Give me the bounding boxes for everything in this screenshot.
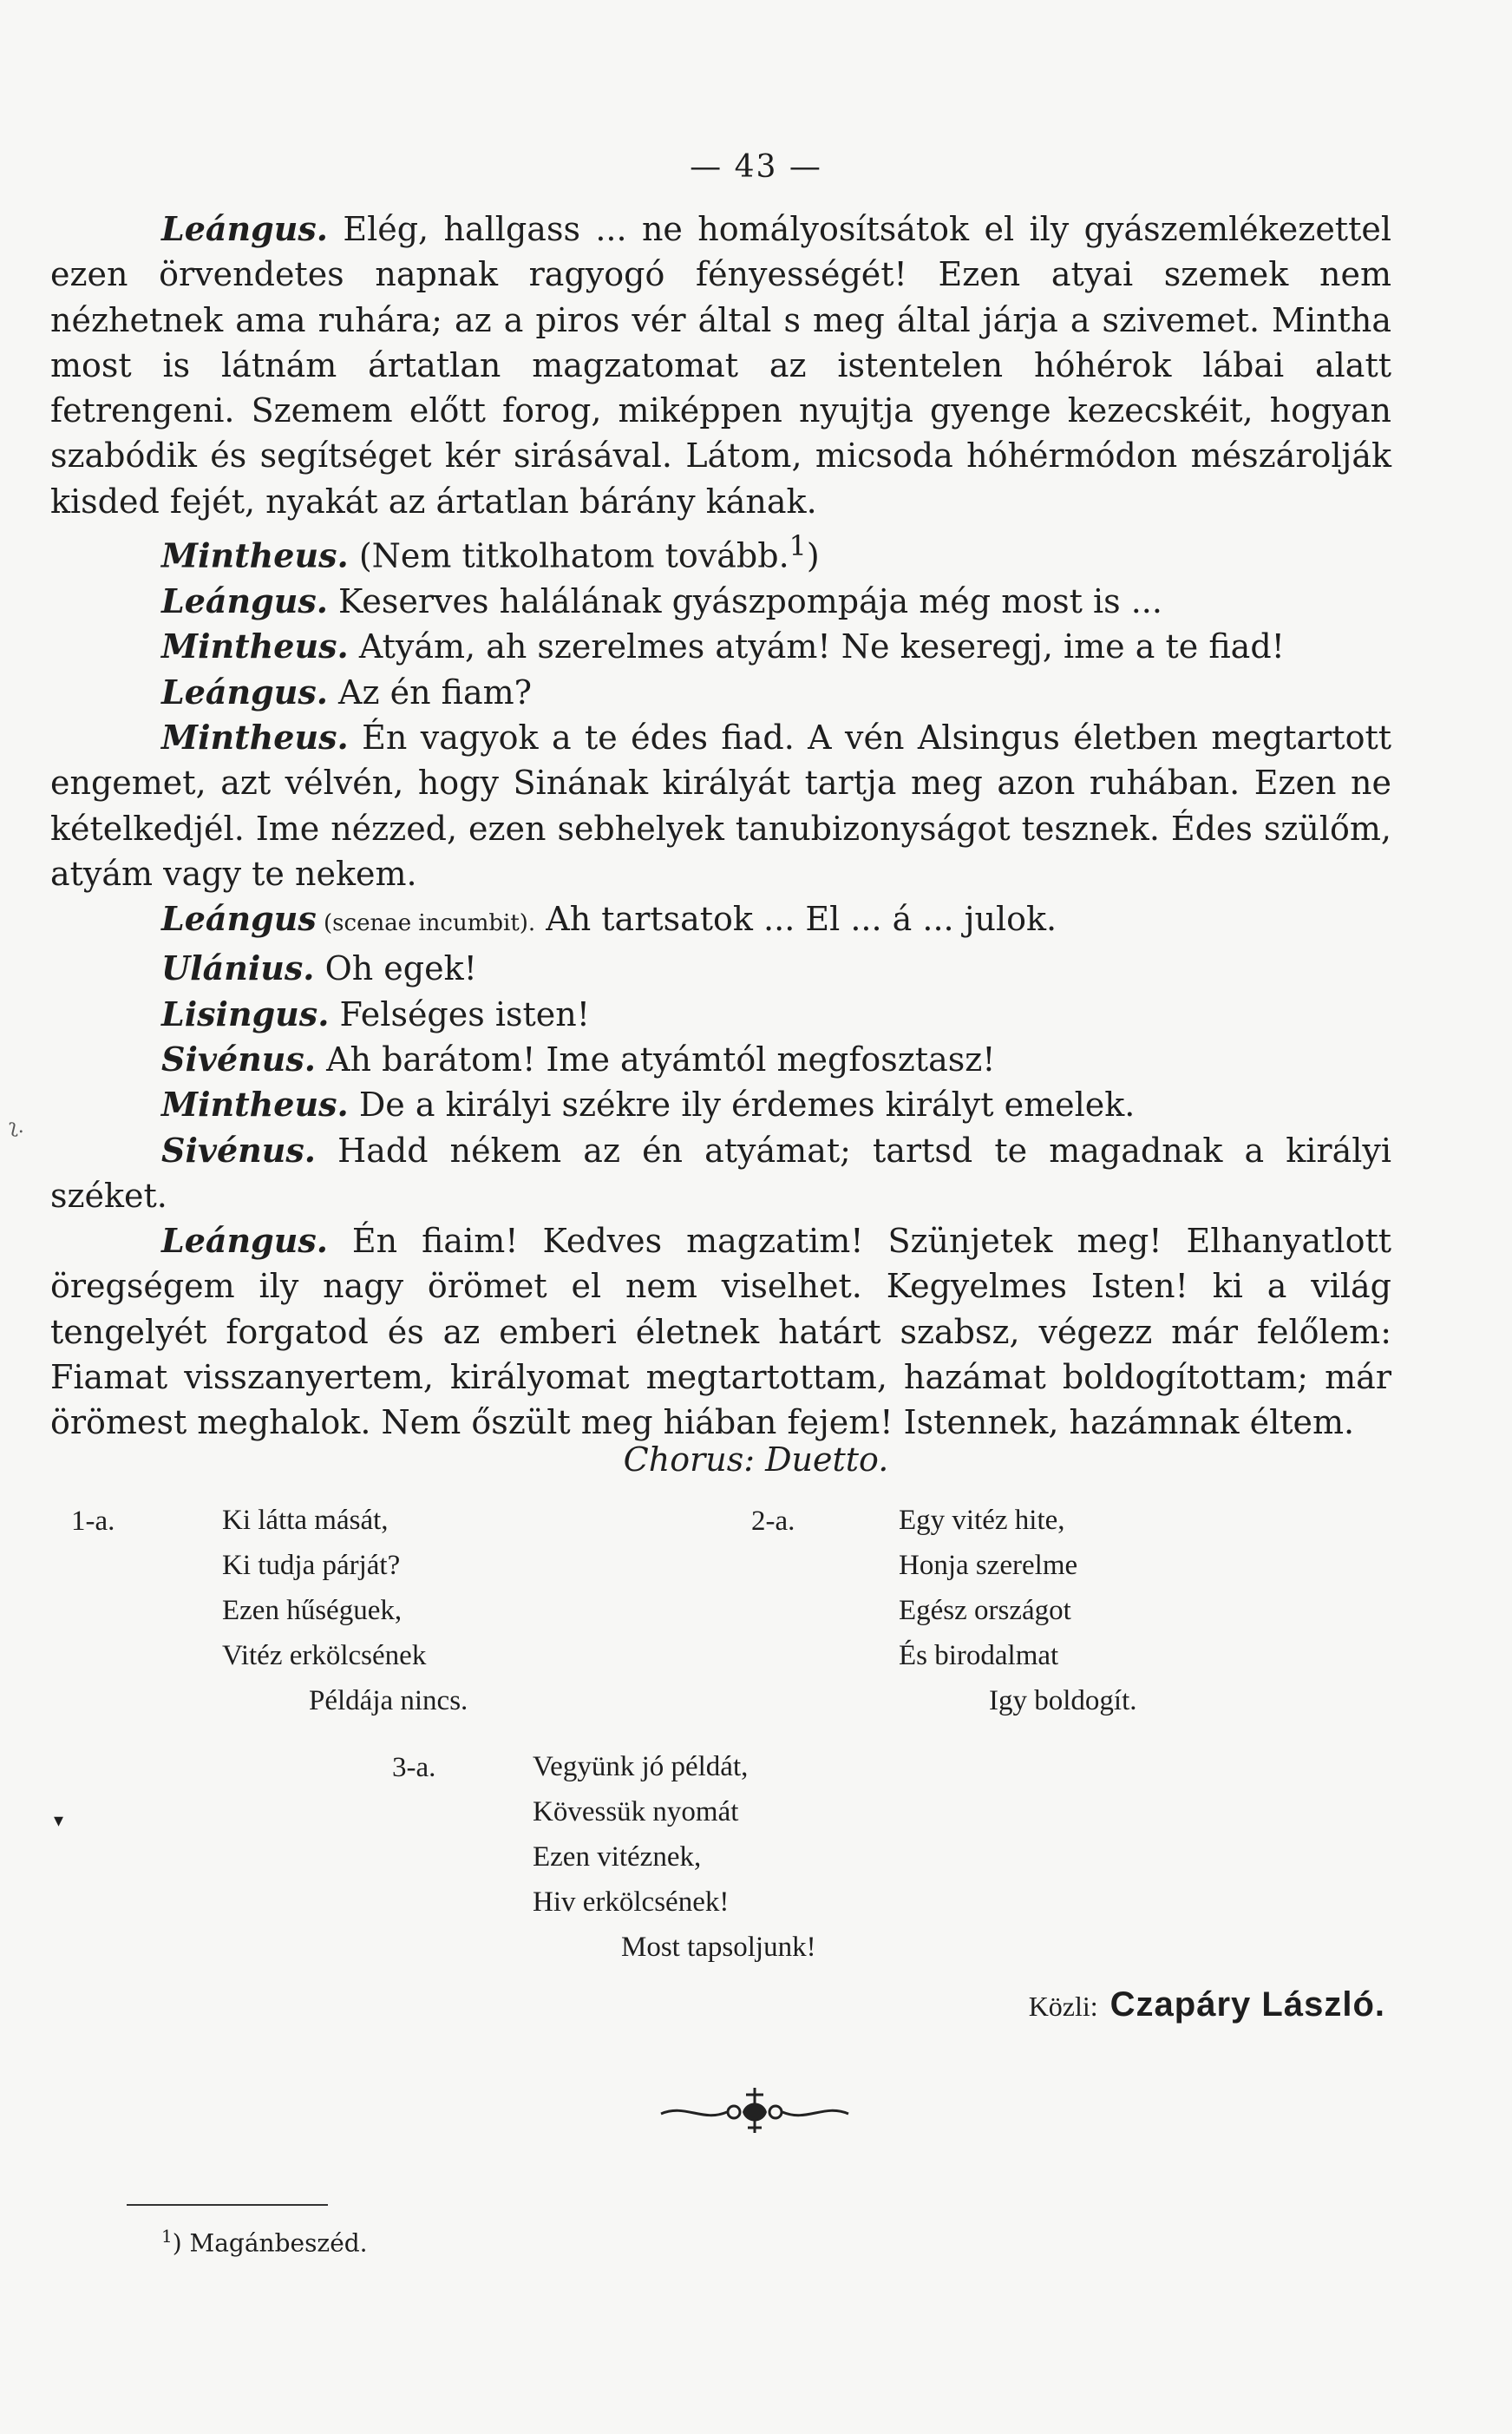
speech-text: Én fiaim! Kedves magzatim! Szünjetek meg! Elhanyatlott öregségem ily nagy örömet el nem viselhet. Kegyelmes Isten! ki a világ tengelyét forgatod és az emberi életnek határt szabsz, végezz már felőlem: Fiamat visszanyertem, királyomat megtartottam, hazámat boldogítottam; már örömest meghalok. Nem őszült meg hiában fejem! Istennek, hazámnak éltem.: [50, 1222, 1391, 1442]
speaker-name: Sivénus.: [161, 1130, 317, 1170]
speaker-name: Mintheus.: [161, 535, 349, 575]
verse-line: Hiv erkölcsének!: [533, 1886, 730, 1918]
dialogue-line: [50, 579, 1391, 624]
credit-label: Közli:: [1028, 1991, 1098, 2022]
dialogue-line: [50, 670, 1391, 715]
dialogue-line: [50, 524, 1391, 579]
chorus-title: Chorus: Duetto.: [623, 1440, 889, 1479]
speech-text: Ah tartsatok ... El ... á ... julok.: [535, 900, 1057, 939]
speech-text: De a királyi székre ily érdemes királyt emelek.: [348, 1086, 1136, 1125]
speech-text: Atyám, ah szerelmes atyám! Ne keseregj, ime a te fiad!: [348, 627, 1285, 666]
speech-text: Én vagyok a te édes fiad. A vén Alsingus életben megtartott engemet, azt vélvén, hogy Sinának királyát tartja meg azon ruhában. Ezen ne kételkedjél. Ime nézzed, ezen sebhelyek tanubizonyságot tesznek. Édes szülőm, atyám vagy te nekem.: [50, 718, 1391, 893]
credit-line: [1029, 1985, 1385, 2024]
speech-text: Elég, hallgass ... ne homályosítsátok el ily gyászemlékezettel ezen örvendetes napnak ragyogó fényességét! Ezen atyai szemek nem nézhetnek ama ruhára; az a piros vér által s meg által járja a szivemet. Mintha most is látnám ártatlan magzatomat az istentelen hóhérok lábai alatt fetrengeni. Szemem előtt forog, miképpen nyujtja gyenge kezecskéit, hogyan szabódik és segítséget kér sirásával. Látom, micsoda hóhérmódon mészárolják kisded fejét, nyakát az ártatlan bárány kának.: [50, 210, 1391, 521]
dialogue-line: [50, 1218, 1391, 1445]
verse-line: Kövessük nyomát: [533, 1796, 739, 1827]
verse-label-1: 1-a.: [71, 1506, 115, 1537]
verse-line: Ki tudja párját?: [222, 1550, 401, 1581]
dialogue-line: [50, 1037, 1391, 1082]
verse-line: Igy boldogít.: [989, 1685, 1137, 1716]
credit-author: Czapáry László.: [1109, 1985, 1385, 2024]
verse-part-3: [533, 1744, 816, 1970]
verse-line: Most tapsoljunk!: [621, 1932, 816, 1963]
speech-text: Ah barátom! Ime atyámtól megfosztasz!: [316, 1040, 996, 1079]
verse-line: Egy vitéz hite,: [899, 1505, 1065, 1536]
speaker-name: Mintheus.: [161, 717, 349, 757]
dialogue-line: [50, 896, 1391, 946]
stage-direction: (scenae incumbit).: [316, 910, 536, 937]
speaker-name: Leángus.: [161, 672, 328, 712]
speaker-name: Leángus.: [161, 209, 328, 248]
verse-line: Ezen hűséguek,: [222, 1595, 403, 1626]
dialogue-line: [50, 207, 1391, 524]
verse-part-2: [899, 1498, 1137, 1723]
page-number: — 43 —: [690, 149, 822, 185]
speaker-name: Mintheus.: [161, 1085, 349, 1125]
verse-line: Vitéz erkölcsének: [222, 1640, 427, 1671]
verse-line: Példája nincs.: [309, 1685, 468, 1716]
verse-line: Ezen vitéznek,: [533, 1841, 702, 1873]
dialogue-line: [50, 992, 1391, 1037]
footnote-text: ) Magánbeszéd.: [172, 2228, 368, 2258]
verse-line: Ki látta mását,: [222, 1505, 389, 1536]
dialogue-line: [50, 624, 1391, 669]
dialogue-block: [50, 207, 1391, 1446]
bullet-mark: ▾: [54, 1810, 64, 1832]
speaker-name: Sivénus.: [161, 1040, 317, 1079]
speaker-name: Lisingus.: [161, 994, 330, 1033]
fleuron-ornament-icon: [659, 2084, 850, 2140]
speech-text: Hadd nékem az én atyámat; tartsd te magadnak a királyi széket.: [50, 1131, 1391, 1215]
footnote-divider: [127, 2204, 328, 2206]
speech-text: Felséges isten!: [329, 994, 590, 1033]
speech-text: Keserves halálának gyászpompája még most is ...: [327, 582, 1162, 621]
speech-text: (Nem titkolhatom tovább.: [348, 536, 789, 575]
speaker-name: Mintheus.: [161, 627, 349, 666]
verse-part-1: [222, 1498, 468, 1723]
dialogue-line: [50, 946, 1391, 991]
speaker-name: Leángus.: [161, 581, 328, 621]
speaker-name: Leángus: [161, 899, 317, 939]
verse-line: És birodalmat: [899, 1640, 1059, 1671]
speech-text: Oh egek!: [314, 949, 477, 988]
speech-text: Az én fiam?: [327, 672, 533, 712]
dialogue-line: [50, 1128, 1391, 1219]
verse-line: Egész országot: [899, 1595, 1071, 1626]
footnote-number: 1: [161, 2226, 173, 2247]
speech-text-tail: ): [806, 536, 820, 575]
dialogue-line: [50, 715, 1391, 896]
verse-line: Vegyünk jó példát,: [533, 1751, 749, 1782]
speaker-name: Leángus.: [161, 1221, 328, 1261]
footnote: [161, 2226, 368, 2257]
footnote-reference: 1: [789, 531, 807, 563]
dialogue-line: [50, 1082, 1391, 1127]
margin-mark: ʅ.: [9, 1116, 24, 1138]
verse-line: Honja szerelme: [899, 1550, 1078, 1581]
verse-label-2: 2-a.: [751, 1506, 795, 1537]
speaker-name: Ulánius.: [161, 948, 315, 988]
verse-label-3: 3-a.: [392, 1752, 436, 1783]
